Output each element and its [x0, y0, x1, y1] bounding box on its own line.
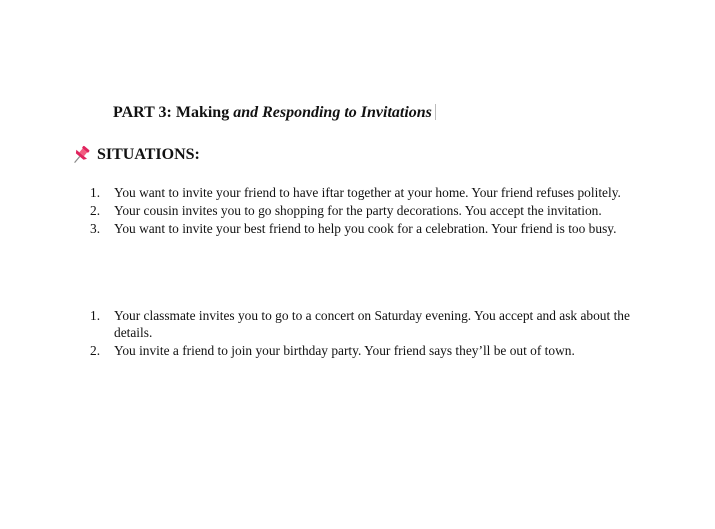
situation-list-two — [90, 307, 660, 360]
text-cursor — [435, 104, 436, 120]
part-title — [113, 104, 436, 122]
list-item-text: Your classmate invites you to go to a concert on Saturday evening. You accept and ask about the details. — [114, 308, 630, 340]
list-item-text: Your cousin invites you to go shopping for the party decorations. You accept the invitation. — [114, 203, 602, 218]
part-title-bold: PART 3: Making — [113, 104, 234, 121]
list-item-text: You invite a friend to join your birthday party. Your friend says they’ll be out of town. — [114, 343, 575, 358]
list-item-text: You want to invite your best friend to help you cook for a celebration. Your friend is too busy. — [114, 221, 617, 236]
part-title-italic: and Responding to Invitations — [233, 104, 432, 121]
list-item-number: 2. — [90, 343, 101, 358]
list-item-number: 2. — [90, 203, 101, 218]
pushpin-icon — [70, 145, 92, 165]
situations-label: SITUATIONS: — [97, 146, 200, 163]
list-item — [90, 342, 660, 359]
situations-heading — [70, 145, 200, 165]
list-item — [90, 202, 660, 219]
list-item — [90, 184, 660, 201]
list-item-number: 1. — [90, 185, 101, 200]
list-item — [90, 307, 660, 341]
list-item-number: 3. — [90, 221, 101, 236]
list-item-number: 1. — [90, 308, 101, 323]
list-item-text: You want to invite your friend to have iftar together at your home. Your friend refuses politely. — [114, 185, 621, 200]
list-item — [90, 220, 660, 237]
situation-list-one — [90, 184, 660, 238]
